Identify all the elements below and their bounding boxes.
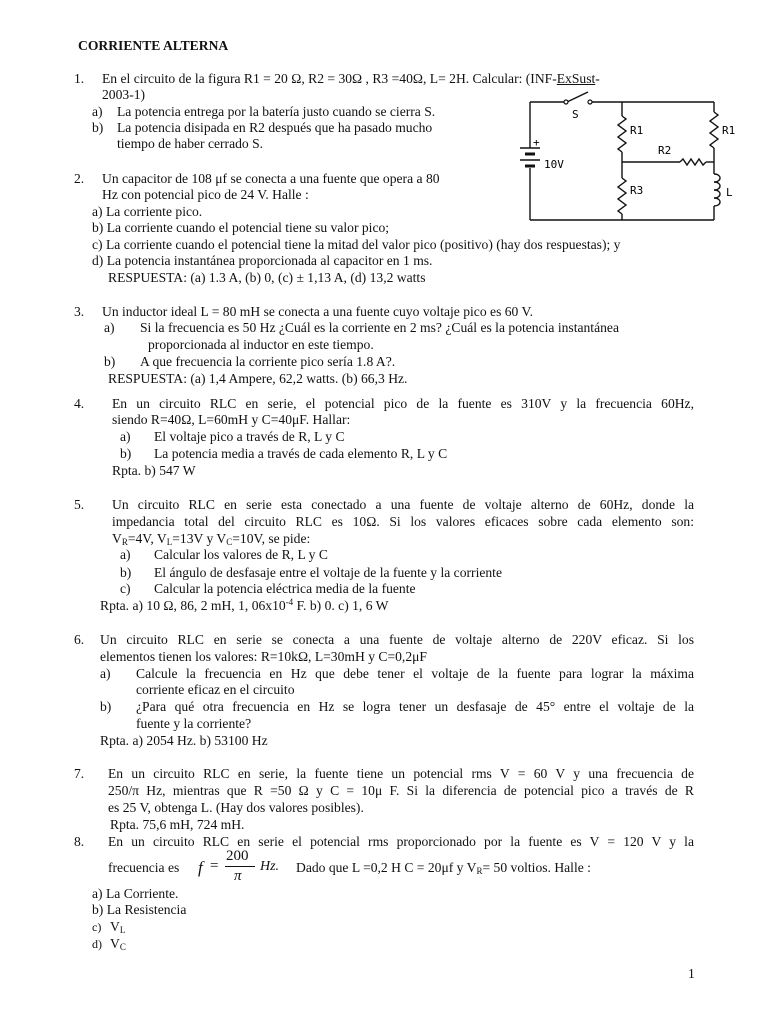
problem-5-number: 5. (74, 497, 85, 512)
problem-5-line-3: $V_R=4V$, $V_L=13V$ y $V_C=10V$, se pide: (112, 531, 311, 547)
r1b-label: R1 (722, 124, 736, 137)
problem-6-line-1: Un circuito RLC en serie se conecta a una fuente de voltaje alterno de 220V eficaz. Si los (100, 632, 694, 647)
problem-4-a-text: El voltaje pico a través de R, L y C (154, 429, 345, 444)
problem-6-b-tag: b) (100, 699, 112, 714)
problem-3-line-1: Un inductor ideal L = 80 mH se conecta a una fuente cuyo voltaje pico es 60 V. (102, 304, 533, 319)
problem-7-line-1: En un circuito RLC en serie, la fuente tiene un potencial rms V = 60 V y una frecuencia de (108, 766, 694, 781)
problem-5-a-tag: a) (120, 547, 131, 562)
problem-5-b-tag: b) (120, 565, 132, 580)
problem-4-line-2: siendo R=40Ω, L=60mH y C=40μF. Hallar: (112, 412, 351, 427)
problem-4-number: 4. (74, 396, 85, 411)
inductor-l-symbol (714, 174, 720, 206)
problem-3-answer: RESPUESTA: (a) 1,4 Ampere, 62,2 watts. (b) 66,3 Hz. (108, 371, 408, 386)
problem-2-number: 2. (74, 171, 85, 186)
problem-2-d: d) La potencia instantánea proporcionada al capacitor en 1 ms. (92, 253, 433, 268)
battery-plus-label: + (533, 136, 540, 149)
problem-6-b-text-1: ¿Para qué otra frecuencia en Hz se logra tener un desfasaje de 45° entre el voltaje de la (136, 699, 694, 714)
problem-4-a-tag: a) (120, 429, 131, 444)
problem-4-answer: Rpta. b) 547 W (112, 463, 196, 478)
problem-7-number: 7. (74, 766, 85, 781)
problem-8-b: b) La Resistencia (92, 902, 187, 917)
switch-contact-left (564, 100, 568, 104)
problem-2-answer: RESPUESTA: (a) 1.3 A, (b) 0, (c) ± 1,13 A, (d) 13,2 watts (108, 270, 426, 285)
problem-5-c-text: Calcular la potencia eléctrica media de la fuente (154, 581, 416, 596)
problem-6-number: 6. (74, 632, 85, 647)
switch-label: S (572, 108, 579, 121)
problem-3-a-text-2: proporcionada al inductor en este tiempo. (148, 337, 374, 352)
resistor-r1-symbol (618, 116, 626, 152)
problem-3-number: 3. (74, 304, 85, 319)
problem-1-b-tag: b) (92, 120, 104, 135)
page-number: 1 (688, 966, 695, 981)
problem-6-a-text-2: corriente eficaz en el circuito (136, 682, 295, 697)
circuit-diagram (500, 88, 750, 228)
switch-blade (567, 92, 588, 102)
problem-7-line-3: es 25 V, obtenga L. (Hay dos valores posibles). (108, 800, 364, 815)
formula-f: f (198, 858, 203, 877)
page-title: CORRIENTE ALTERNA (78, 38, 229, 53)
r2-label: R2 (658, 144, 672, 157)
problem-1-a-text: La potencia entrega por la batería justo cuando se cierra S. (117, 104, 436, 119)
problem-8-frequency-label: frecuencia es (108, 860, 180, 875)
problem-3-b-text: A que frecuencia la corriente pico sería 1.8 A?. (140, 354, 396, 369)
problem-8-line-2: Dado que L =0,2 H C = 20μf y $V_R= 50$ voltios. Halle : (296, 860, 591, 876)
formula-denominator: π (234, 868, 242, 884)
problem-2-line-1: Un capacitor de 108 μf se conecta a una fuente que opera a 80 (102, 171, 440, 186)
problem-8-d: $V_C$ (110, 936, 126, 952)
problem-5-a-text: Calcular los valores de R, L y C (154, 547, 328, 562)
problem-6-line-2: elementos tienen los valores: R=10kΩ, L=30mH y C=0,2μF (100, 649, 427, 664)
problem-5-c-tag: c) (120, 581, 131, 596)
r3-label: R3 (630, 184, 644, 197)
problem-7-line-2: 250/π Hz, mientras que R =50 Ω y C = 10μ F. Si la diferencia de potencial pico a través de R (108, 783, 694, 798)
problem-3-a-tag: a) (104, 320, 115, 335)
problem-5-line-2: impedancia total del circuito RLC es 10Ω. Si los valores eficaces sobre cada elemento son: (112, 514, 694, 529)
formula-fraction-bar (225, 866, 255, 867)
problem-5-line-1: Un circuito RLC en serie esta conectado a una fuente de voltaje alterno de 60Hz, donde la (112, 497, 694, 512)
problem-1-number: 1. (74, 71, 85, 86)
problem-1-line-1: En el circuito de la figura R1 = 20 Ω, R2 = 30Ω , R3 =40Ω, L= 2H. Calcular: (INF-ExSust- (102, 71, 600, 86)
problem-8-a: a) La Corriente. (92, 886, 179, 901)
problem-6-a-text-1: Calcule la frecuencia en Hz que debe tener el voltaje de la fuente para lograr la máxima (136, 666, 694, 681)
formula-unit: Hz. (260, 859, 280, 874)
resistor-r1b-symbol (710, 112, 718, 148)
problem-6-a-tag: a) (100, 666, 111, 681)
problem-1-b-text-1: La potencia disipada en R2 después que ha pasado mucho (117, 120, 433, 135)
problem-1-a-tag: a) (92, 104, 103, 119)
problem-4-b-text: La potencia media a través de cada elemento R, L y C (154, 446, 448, 461)
problem-1-b-text-2: tiempo de haber cerrado S. (117, 136, 264, 151)
problem-2-a: a) La corriente pico. (92, 204, 203, 219)
resistor-r3-symbol (618, 178, 626, 214)
problem-3-a-text-1: Si la frecuencia es 50 Hz ¿Cuál es la corriente en 2 ms? ¿Cuál es la potencia instantánea (140, 320, 619, 335)
r1-label: R1 (630, 124, 644, 137)
problem-3-b-tag: b) (104, 354, 116, 369)
l-label: L (726, 186, 733, 199)
problem-8-c: $V_L$ (110, 919, 126, 935)
resistor-r2-symbol (680, 159, 706, 165)
problem-2-b: b) La corriente cuando el potencial tiene su valor pico; (92, 220, 390, 235)
problem-6-answer: Rpta. a) 2054 Hz. b) 53100 Hz (100, 733, 268, 748)
problem-1-line-2: 2003-1) (102, 87, 146, 102)
problem-8-d-tag: d) (92, 937, 102, 951)
problem-2-line-2: Hz con potencial pico de 24 V. Halle : (102, 187, 309, 202)
problem-4-b-tag: b) (120, 446, 132, 461)
switch-contact-right (588, 100, 592, 104)
problem-6-b-text-2: fuente y la corriente? (136, 716, 252, 731)
problem-2-c: c) La corriente cuando el potencial tiene la mitad del valor pico (positivo) (hay dos respuestas); y (92, 237, 621, 252)
problem-8-line-1: En un circuito RLC en serie el potencial rms proporcionado por la fuente es V = 120 V y la (108, 834, 694, 849)
problem-8-c-tag: c) (92, 920, 102, 934)
problem-5-answer: Rpta. a) 10 Ω, 86, 2 mH, 1, $06x10^{-4}$ F. b) 0. c) 1, 6 W (100, 597, 389, 613)
problem-5-b-text: El ángulo de desfasaje entre el voltaje de la fuente y la corriente (154, 565, 502, 580)
problem-8-number: 8. (74, 834, 85, 849)
problem-7-answer: Rpta. 75,6 mH, 724 mH. (110, 817, 245, 832)
battery-label: 10V (544, 158, 564, 171)
formula-equals: = (210, 858, 219, 874)
formula-numerator: 200 (226, 848, 249, 864)
problem-4-line-1: En un circuito RLC en serie, el potencial pico de la fuente es 310V y la frecuencia 60Hz, (112, 396, 694, 411)
inf-exsust-ref: ExSust (556, 71, 596, 86)
